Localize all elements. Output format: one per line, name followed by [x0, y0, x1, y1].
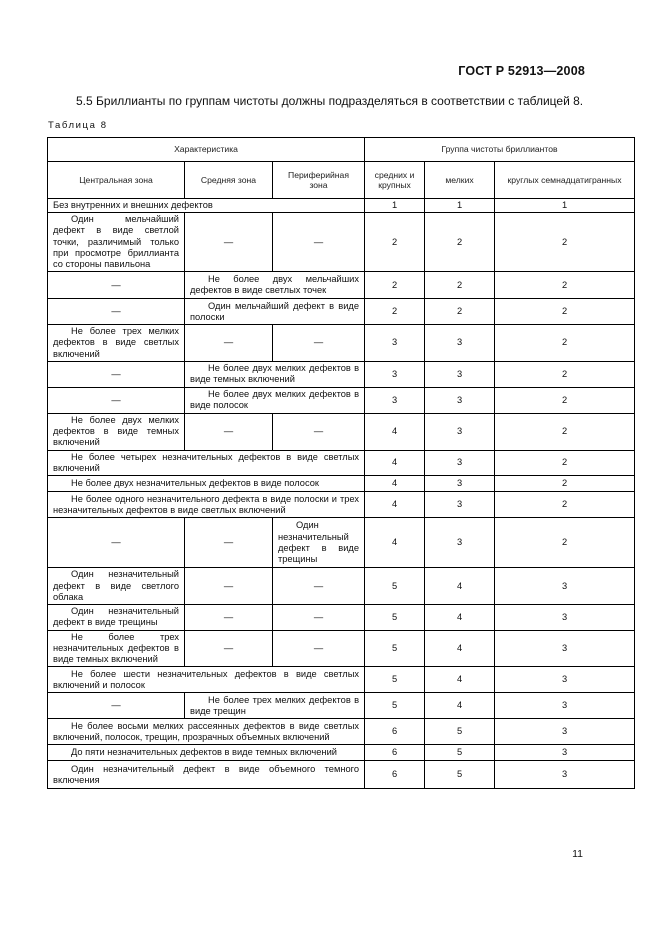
table-row: [48, 667, 635, 693]
page-number: 11: [572, 848, 583, 860]
characteristic-peripheral-zone: —: [273, 630, 365, 667]
clarity-group-small: 2: [425, 299, 495, 325]
clarity-group-small: 2: [425, 213, 495, 272]
characteristic-central-zone: Один незначительный дефект в виде трещины: [48, 605, 185, 630]
clarity-group-medium-large: 3: [365, 387, 425, 413]
header-small: мелких: [425, 162, 495, 199]
characteristic-central-zone: —: [48, 387, 185, 413]
clarity-group-round-17: 2: [495, 450, 635, 475]
clarity-group-small: 4: [425, 630, 495, 667]
clarity-group-round-17: 3: [495, 761, 635, 789]
clarity-group-round-17: 3: [495, 745, 635, 761]
clarity-group-medium-large: 5: [365, 568, 425, 605]
table-row: [48, 387, 635, 413]
clarity-group-small: 3: [425, 450, 495, 475]
clarity-group-small: 5: [425, 761, 495, 789]
clarity-group-round-17: 2: [495, 272, 635, 299]
characteristic-all-zones: До пяти незначительных дефектов в виде темных включений: [48, 745, 365, 761]
characteristic-peripheral-zone: Один незначительный дефект в виде трещины: [273, 518, 365, 568]
clarity-group-round-17: 2: [495, 518, 635, 568]
clarity-group-round-17: 3: [495, 568, 635, 605]
clarity-group-medium-large: 4: [365, 413, 425, 450]
clarity-group-round-17: 1: [495, 199, 635, 213]
characteristic-middle-peripheral-zone: Не более двух мелких дефектов в виде темных включений: [185, 361, 365, 387]
clarity-groups-table: [47, 137, 635, 789]
clarity-group-round-17: 3: [495, 719, 635, 745]
header-middle-zone: Средняя зона: [185, 162, 273, 199]
characteristic-all-zones: Не более восьми мелких рассеянных дефектов в виде светлых включений, полосок, трещин, прозрачных объемных включений: [48, 719, 365, 745]
table-row: [48, 693, 635, 719]
characteristic-all-zones: Не более шести незначительных дефектов в виде светлых включений и полосок: [48, 667, 365, 693]
characteristic-middle-zone: —: [185, 518, 273, 568]
document-code: ГОСТ Р 52913—2008: [458, 64, 585, 78]
clarity-group-round-17: 2: [495, 361, 635, 387]
clarity-group-small: 3: [425, 518, 495, 568]
table-row: [48, 492, 635, 518]
table-row: [48, 518, 635, 568]
characteristic-central-zone: Один незначительный дефект в виде светлого облака: [48, 568, 185, 605]
table-body: [48, 199, 635, 789]
clarity-group-medium-large: 3: [365, 325, 425, 362]
clarity-group-medium-large: 1: [365, 199, 425, 213]
clarity-group-small: 2: [425, 272, 495, 299]
header-medium-large: средних и крупных: [365, 162, 425, 199]
clarity-group-small: 3: [425, 325, 495, 362]
characteristic-middle-zone: —: [185, 413, 273, 450]
clarity-group-medium-large: 2: [365, 299, 425, 325]
clarity-group-round-17: 3: [495, 605, 635, 630]
header-peripheral-zone: Периферийная зона: [273, 162, 365, 199]
table-row: [48, 413, 635, 450]
characteristic-central-zone: —: [48, 693, 185, 719]
intro-paragraph: 5.5 Бриллианты по группам чистоты должны подразделяться в соответствии с таблицей 8.: [76, 94, 584, 108]
clarity-group-small: 4: [425, 605, 495, 630]
table-caption: Таблица 8: [48, 120, 108, 131]
characteristic-peripheral-zone: —: [273, 213, 365, 272]
table-row: [48, 476, 635, 492]
clarity-group-medium-large: 6: [365, 745, 425, 761]
table-row: [48, 272, 635, 299]
table-row: [48, 325, 635, 362]
table-row: [48, 761, 635, 789]
characteristic-middle-zone: —: [185, 213, 273, 272]
characteristic-middle-zone: —: [185, 605, 273, 630]
clarity-group-medium-large: 3: [365, 361, 425, 387]
characteristic-central-zone: Не более трех незначительных дефектов в виде темных включений: [48, 630, 185, 667]
clarity-group-medium-large: 5: [365, 605, 425, 630]
characteristic-central-zone: Один мельчайший дефект в виде светлой точки, различимый только при просмотре бриллианта со стороны павильона: [48, 213, 185, 272]
table-row: [48, 605, 635, 630]
characteristic-middle-peripheral-zone: Один мельчайший дефект в виде полоски: [185, 299, 365, 325]
clarity-group-round-17: 3: [495, 693, 635, 719]
table-row: [48, 299, 635, 325]
clarity-group-medium-large: 6: [365, 719, 425, 745]
table-row: [48, 213, 635, 272]
characteristic-central-zone: Не более двух мелких дефектов в виде темных включений: [48, 413, 185, 450]
clarity-group-small: 3: [425, 413, 495, 450]
characteristic-all-zones: Без внутренних и внешних дефектов: [48, 199, 365, 213]
clarity-group-small: 3: [425, 361, 495, 387]
table-row: [48, 568, 635, 605]
characteristic-middle-zone: —: [185, 568, 273, 605]
characteristic-central-zone: —: [48, 361, 185, 387]
characteristic-middle-peripheral-zone: Не более двух мелких дефектов в виде полосок: [185, 387, 365, 413]
clarity-group-medium-large: 4: [365, 476, 425, 492]
clarity-group-round-17: 2: [495, 387, 635, 413]
header-central-zone: Центральная зона: [48, 162, 185, 199]
clarity-group-small: 5: [425, 745, 495, 761]
clarity-group-small: 3: [425, 387, 495, 413]
clarity-group-round-17: 2: [495, 492, 635, 518]
header-characteristic: Характеристика: [48, 138, 365, 162]
characteristic-peripheral-zone: —: [273, 413, 365, 450]
clarity-group-small: 4: [425, 693, 495, 719]
clarity-group-medium-large: 4: [365, 518, 425, 568]
clarity-group-round-17: 3: [495, 630, 635, 667]
characteristic-central-zone: Не более трех мелких дефектов в виде светлых включений: [48, 325, 185, 362]
clarity-group-small: 5: [425, 719, 495, 745]
clarity-group-round-17: 2: [495, 476, 635, 492]
characteristic-central-zone: —: [48, 272, 185, 299]
clarity-group-medium-large: 6: [365, 761, 425, 789]
clarity-group-round-17: 2: [495, 413, 635, 450]
clarity-group-medium-large: 4: [365, 492, 425, 518]
table-row: [48, 745, 635, 761]
characteristic-all-zones: Не более четырех незначительных дефектов в виде светлых включений: [48, 450, 365, 475]
clarity-group-medium-large: 5: [365, 667, 425, 693]
table-row: [48, 630, 635, 667]
table-row: [48, 199, 635, 213]
clarity-group-small: 3: [425, 476, 495, 492]
characteristic-central-zone: —: [48, 518, 185, 568]
table-row: [48, 361, 635, 387]
characteristic-all-zones: Не более одного незначительного дефекта в виде полоски и трех незначительных дефектов в виде светлых включений: [48, 492, 365, 518]
clarity-group-small: 4: [425, 568, 495, 605]
characteristic-middle-zone: —: [185, 325, 273, 362]
clarity-group-small: 1: [425, 199, 495, 213]
clarity-group-medium-large: 5: [365, 630, 425, 667]
clarity-group-medium-large: 4: [365, 450, 425, 475]
characteristic-middle-peripheral-zone: Не более трех мелких дефектов в виде трещин: [185, 693, 365, 719]
clarity-group-small: 3: [425, 492, 495, 518]
characteristic-all-zones: Не более двух незначительных дефектов в виде полосок: [48, 476, 365, 492]
characteristic-all-zones: Один незначительный дефект в виде объемного темного включения: [48, 761, 365, 789]
characteristic-middle-peripheral-zone: Не более двух мельчайших дефектов в виде светлых точек: [185, 272, 365, 299]
clarity-group-medium-large: 5: [365, 693, 425, 719]
header-round-17-facet: круглых семнадцатигранных: [495, 162, 635, 199]
clarity-group-medium-large: 2: [365, 213, 425, 272]
characteristic-central-zone: —: [48, 299, 185, 325]
clarity-group-round-17: 2: [495, 325, 635, 362]
clarity-group-round-17: 2: [495, 299, 635, 325]
clarity-group-round-17: 2: [495, 213, 635, 272]
clarity-group-round-17: 3: [495, 667, 635, 693]
table-row: [48, 450, 635, 475]
characteristic-peripheral-zone: —: [273, 605, 365, 630]
clarity-group-small: 4: [425, 667, 495, 693]
characteristic-peripheral-zone: —: [273, 568, 365, 605]
characteristic-peripheral-zone: —: [273, 325, 365, 362]
clarity-group-medium-large: 2: [365, 272, 425, 299]
header-clarity-group: Группа чистоты бриллиантов: [365, 138, 635, 162]
characteristic-middle-zone: —: [185, 630, 273, 667]
table-row: [48, 719, 635, 745]
